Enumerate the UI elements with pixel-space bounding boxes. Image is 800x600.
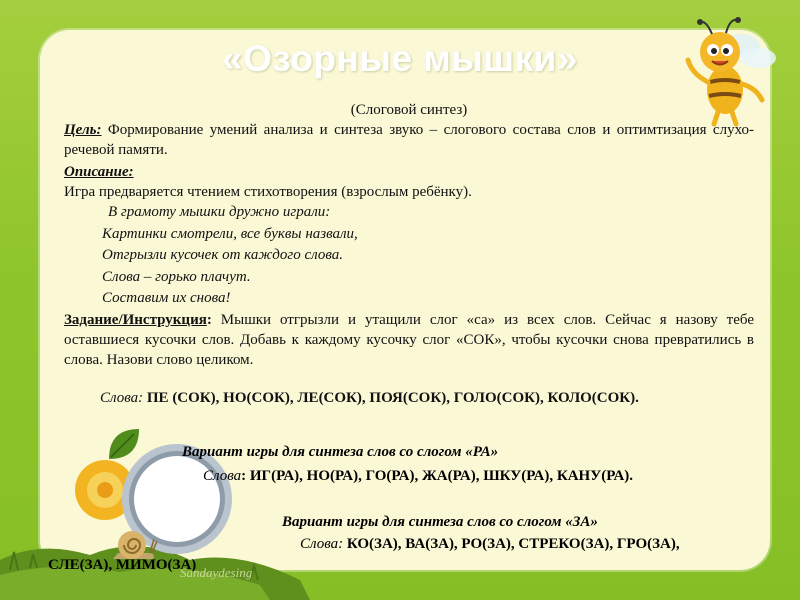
poem (102, 202, 754, 310)
words-main (100, 388, 754, 408)
variant-za-title: Вариант игры для синтеза слов со слогом «ЗА» (282, 514, 598, 530)
words-main-label: Слова: (100, 389, 147, 406)
page-title: «Озорные мышки» (222, 38, 578, 79)
variant-ra-title: Вариант игры для синтеза слов со слогом «РА» (182, 444, 499, 460)
goal-paragraph (64, 120, 754, 160)
variant-ra-list: : ИГ(РА), НО(РА), ГО(РА), ЖА(РА), ШКУ(РА), КАНУ(РА). (241, 468, 634, 484)
task-colon: : (206, 311, 212, 328)
poem-line: Составим их снова! (102, 290, 231, 306)
variant-ra-label: Слова (203, 468, 242, 484)
variant-za-list: КО(ЗА), ВА(ЗА), РО(ЗА), СТРЕКО(ЗА), ГРО(ЗА), (346, 536, 680, 552)
description-text: Игра предваряется чтением стихотворения (взрослым ребёнку). (64, 184, 472, 200)
goal-label: Цель: (64, 122, 102, 138)
subtitle: (Слоговой синтез) (350, 102, 468, 118)
main-content (64, 100, 754, 408)
variant-ra-words (203, 468, 633, 485)
poem-line: Отгрызли кусочек от каждого слова. (102, 247, 344, 263)
variant-za-words-cont: СЛЕ(ЗА), МИМО(ЗА) (48, 557, 197, 573)
task-paragraph (64, 310, 754, 370)
poem-line: Слова – горько плачут. (102, 268, 251, 285)
description-label: Описание: (64, 164, 134, 180)
poem-line: Картинки смотрели, все буквы назвали, (102, 225, 358, 242)
signature: Sandaydesing (180, 565, 253, 580)
task-text: Мышки отгрызли и утащили слог «са» из всех слов. Сейчас я назову тебе оставшиеся кусочки слов. Добавь к каждому кусочку слог «СОК», чтобы кусочки снова превратились в слова. Назови слово целиком. (64, 311, 754, 368)
task-label: Задание/Инструкция (64, 311, 207, 328)
leaf-icon (104, 424, 144, 464)
words-main-list: ПЕ (СОК), НО(СОК), ЛЕ(СОК), ПОЯ(СОК), ГОЛО(СОК), КОЛО(СОК). (146, 389, 639, 406)
goal-text: Формирование умений анализа и синтеза звуко – слогового состава слов и оптимтизация слухо-речевой памяти. (64, 122, 754, 158)
variant-za-label: Слова: (300, 536, 347, 552)
variant-za-words (300, 536, 680, 553)
poem-line: В грамоту мышки дружно играли: (108, 204, 331, 220)
